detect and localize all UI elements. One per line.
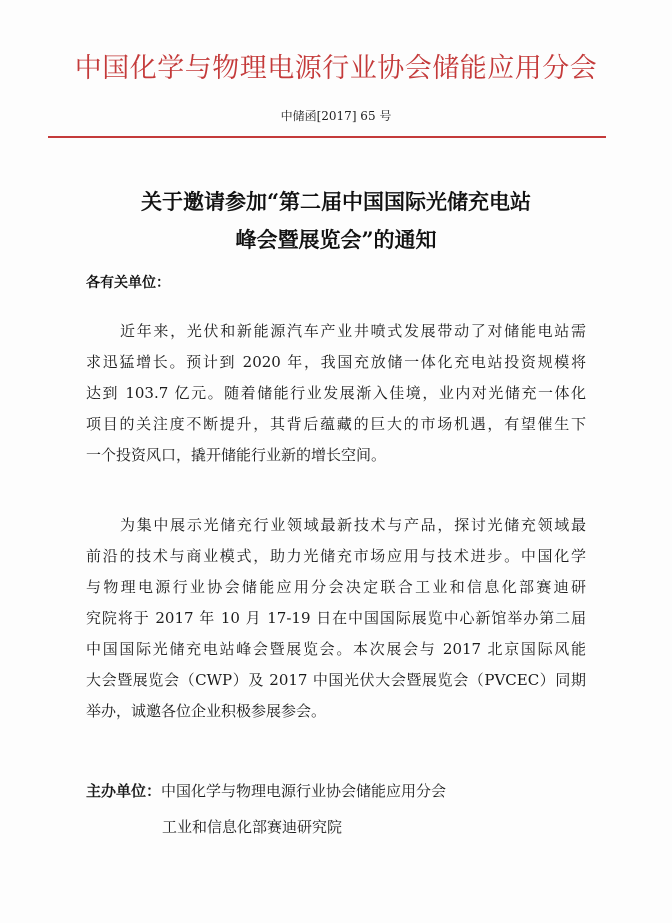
- title-line-2: 峰会暨展览会”的通知: [235, 227, 437, 252]
- paragraph-line: 与物理电源行业协会储能应用分会决定联合工业和信息化部赛迪研: [86, 578, 586, 596]
- document-number: 中储函[2017] 65 号: [280, 109, 392, 123]
- paragraph-line: 中国国际光储充电站峰会暨展览会。本次展会与 2017 北京国际风能: [86, 640, 586, 658]
- host-organizations: [86, 773, 446, 845]
- paragraph-line: 举办，诚邀各位企业积极参展参会。: [86, 702, 327, 720]
- header-divider: [48, 136, 606, 138]
- paragraph-1: [86, 316, 586, 471]
- notice-title: [60, 183, 612, 259]
- paragraph-line: 大会暨展览会（CWP）及 2017 中国光伏大会暨展览会（PVCEC）同期: [86, 671, 586, 689]
- paragraph-line: 前沿的技术与商业模式，助力光储充市场应用与技术进步。中国化学: [86, 547, 586, 565]
- host-item: 工业和信息化部赛迪研究院: [162, 818, 343, 836]
- host-row: [86, 773, 446, 809]
- org-header: 中国化学与物理电源行业协会储能应用分会: [74, 53, 598, 84]
- host-row: [86, 809, 446, 845]
- host-item: 中国化学与物理电源行业协会储能应用分会: [161, 782, 447, 800]
- paragraph-2: [86, 510, 586, 727]
- paragraph-line: 一个投资风口，撬开储能行业新的增长空间。: [86, 446, 387, 464]
- salutation: 各有关单位：: [86, 275, 170, 291]
- host-label: 主办单位：: [86, 782, 162, 800]
- paragraph-line: 项目的关注度不断提升，其背后蕴藏的巨大的市场机遇，有望催生下: [86, 415, 586, 433]
- paragraph-line: 近年来，光伏和新能源汽车产业井喷式发展带动了对储能电站需: [120, 322, 586, 340]
- paragraph-line: 为集中展示光储充行业领域最新技术与产品，探讨光储充领域最: [120, 516, 586, 534]
- paragraph-line: 求迅猛增长。预计到 2020 年，我国充放储一体化充电站投资规模将: [86, 353, 586, 371]
- paragraph-line: 达到 103.7 亿元。随着储能行业发展渐入佳境，业内对光储充一体化: [86, 384, 586, 402]
- paragraph-line: 究院将于 2017 年 10 月 17-19 日在中国国际展览中心新馆举办第二届: [86, 609, 586, 627]
- title-line-1: 关于邀请参加“第二届中国国际光储充电站: [140, 189, 532, 214]
